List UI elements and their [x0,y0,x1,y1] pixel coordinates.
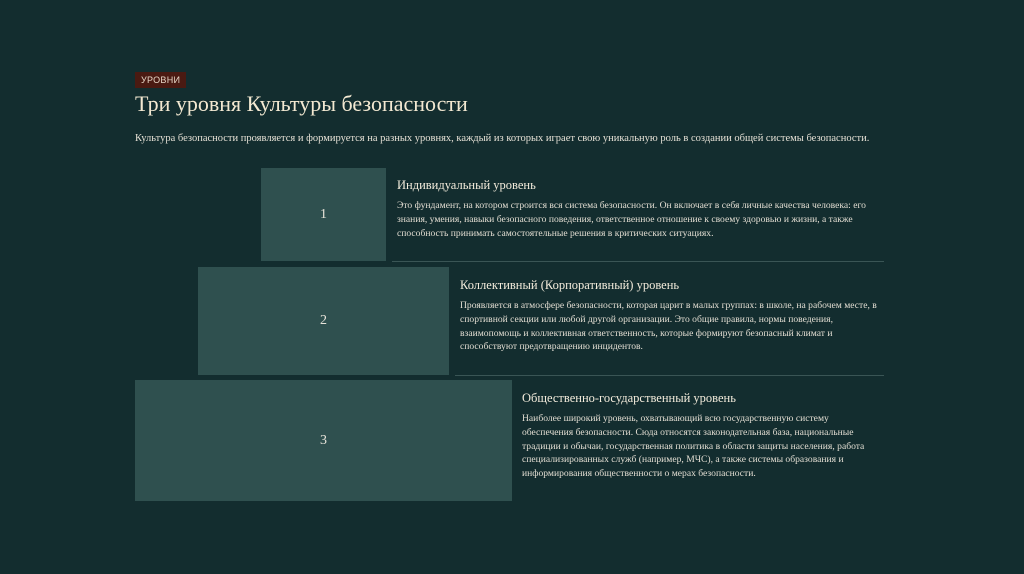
level-2-divider [455,375,884,376]
level-1-number: 1 [320,206,327,222]
level-2-heading: Коллективный (Корпоративный) уровень [460,278,680,292]
level-3-number: 3 [320,432,327,448]
level-1-description [397,178,877,240]
level-3-text: Наиболее широкий уровень, охватывающий всю государственную систему обеспечения безопасности. Сюда относятся законодательная база, национальные традиции и обычаи, государственная политика в области защиты населения, работа специализированных служб (например, МЧС), а также системы образования и информирования общественности о мерах безопасности. [522,413,865,480]
level-3-block [135,380,512,501]
section-tag: УРОВНИ [135,72,186,88]
level-1-divider [392,261,884,262]
slide-subtitle: Культура безопасности проявляется и формируется на разных уровнях, каждый из которых играет свою уникальную роль в создании общей системы безопасности. [135,133,870,144]
level-2-number: 2 [320,313,327,328]
level-2-text: Проявляется в атмосфере безопасности, которая царит в малых группах: в школе, на рабочем месте, в спортивной секции или любой другой организации. Это общие правила, нормы поведения, взаимопомощь и коллективная ответственность, которые формируют безопасный климат и способствуют предотвращению инцидентов. [460,300,877,353]
level-2-description [460,278,880,354]
level-1-block [261,168,386,261]
level-3-heading: Общественно-государственный уровень [522,391,736,405]
level-1-heading: Индивидуальный уровень [397,178,536,192]
level-3-description [522,391,872,481]
slide-title: Три уровня Культуры безопасности [135,91,468,116]
level-1-text: Это фундамент, на котором строится вся система безопасности. Он включает в себя личные качества человека: его знания, умения, навыки безопасного поведения, ответственное отношение к своему здоровью и жизни, а также способность принимать самостоятельные решения в критических ситуациях. [397,200,866,239]
level-2-block [198,267,449,375]
